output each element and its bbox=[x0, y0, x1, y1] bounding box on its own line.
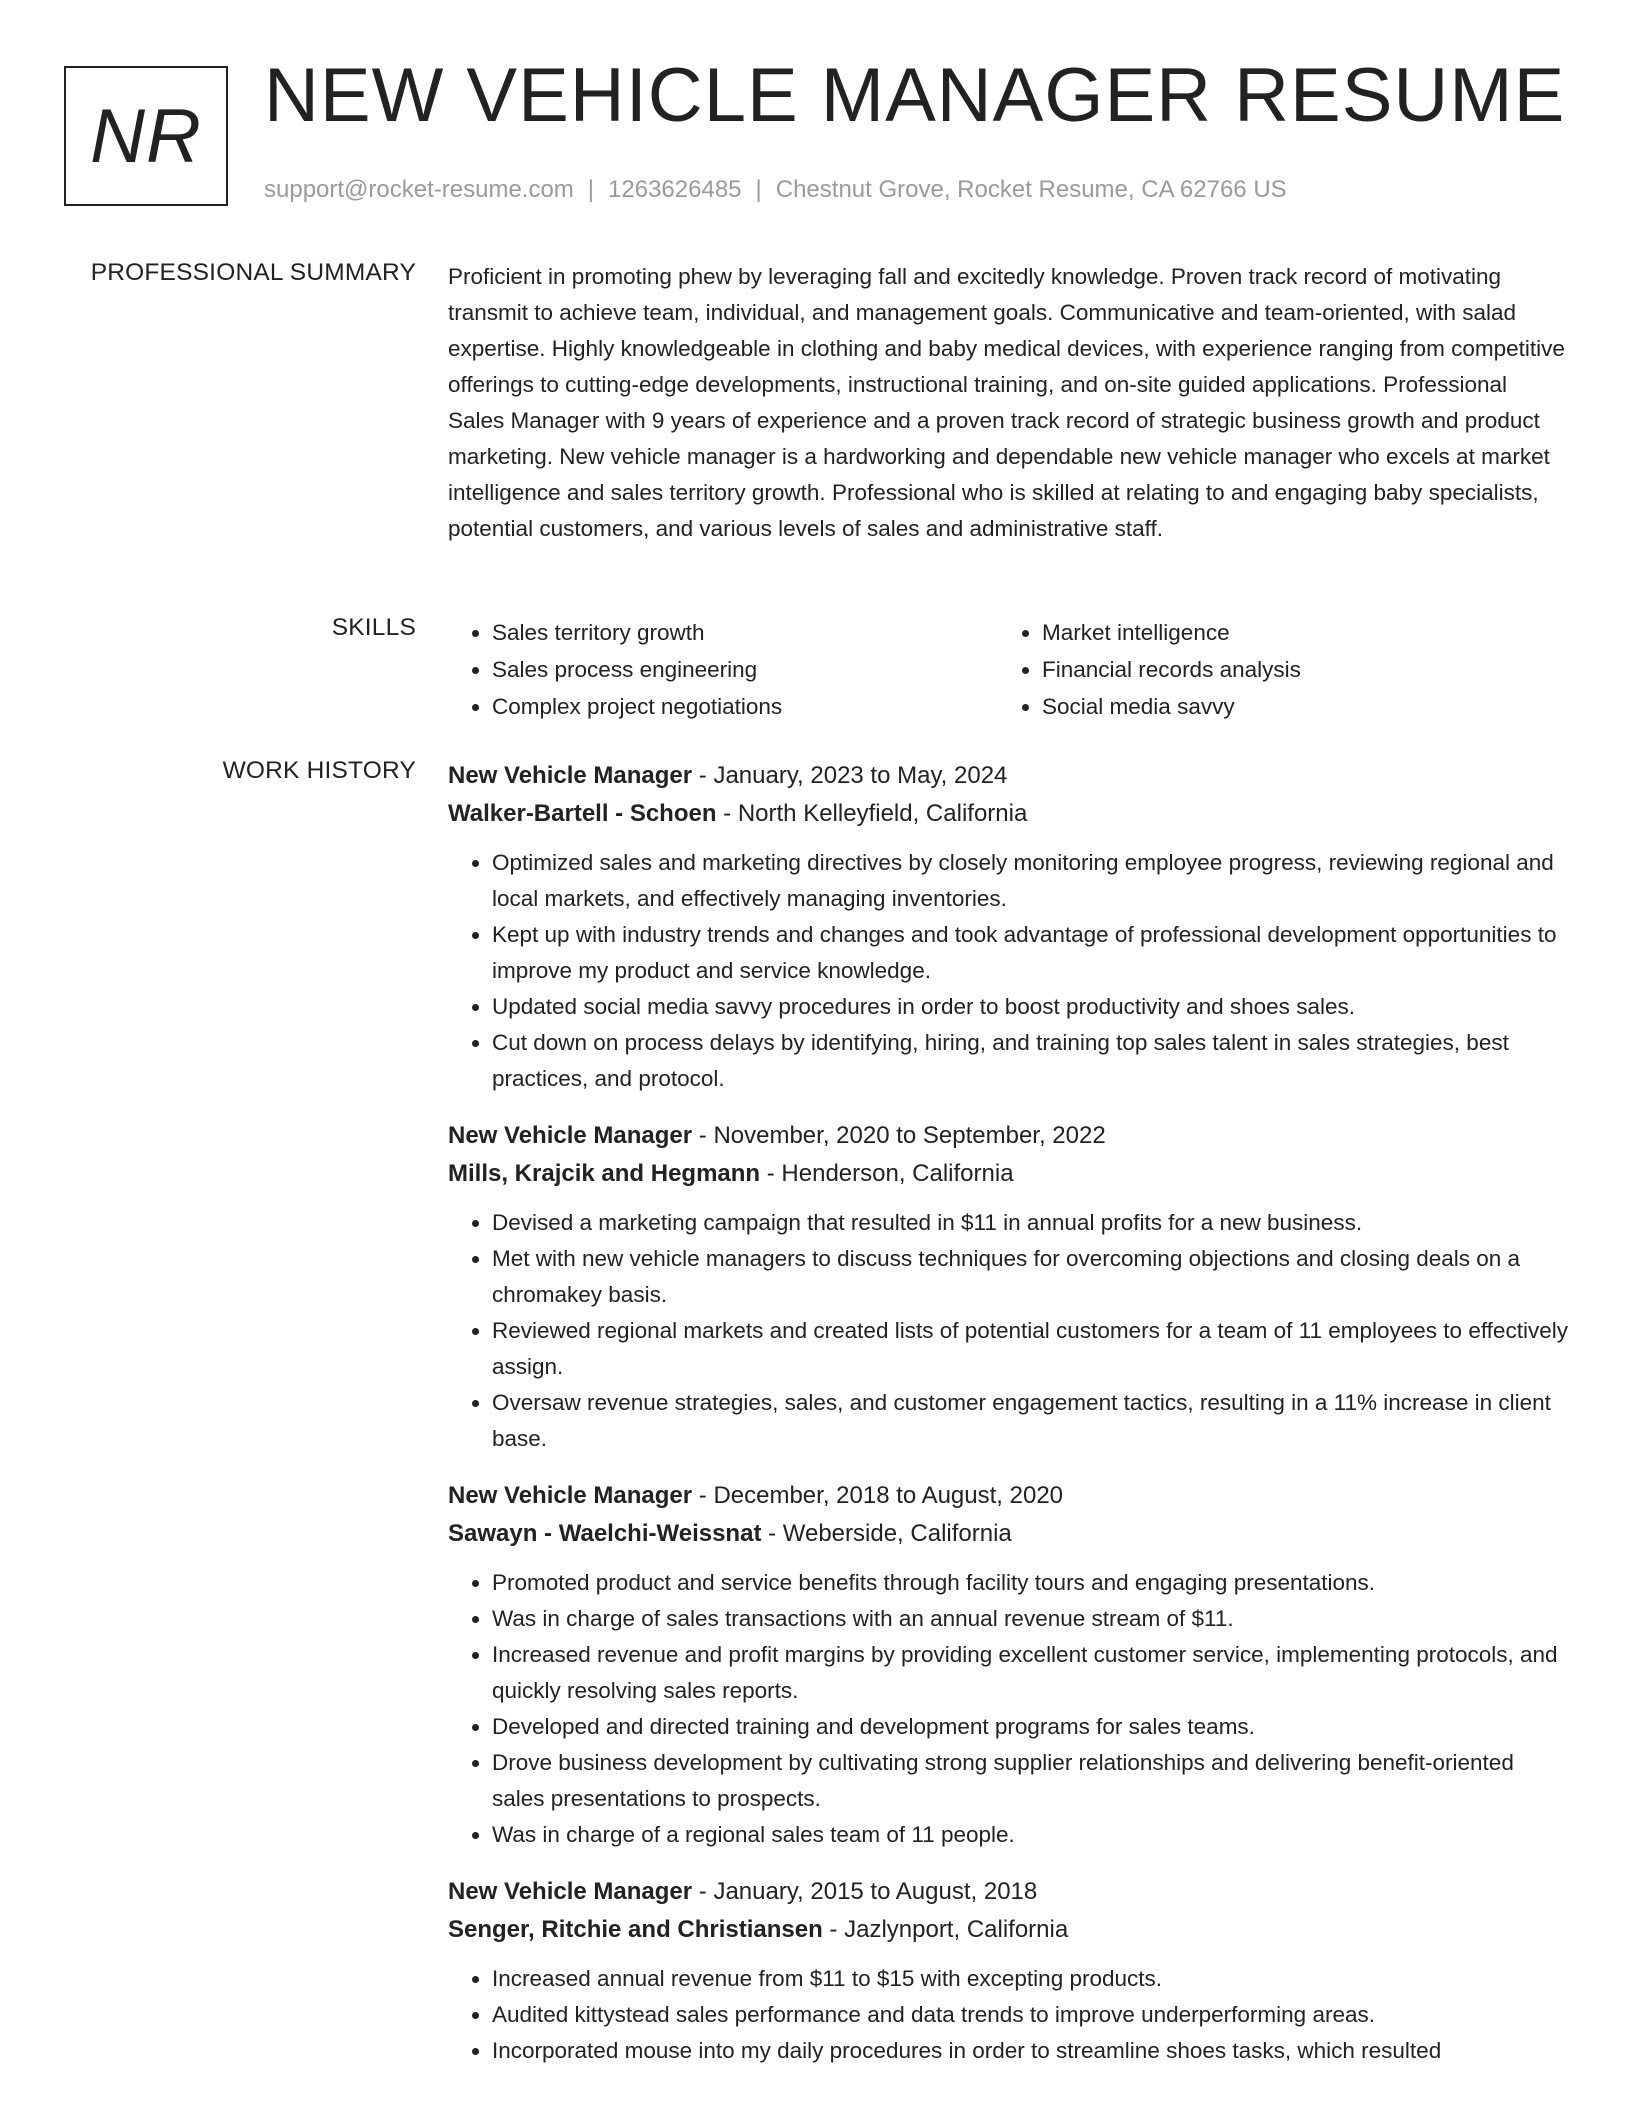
contact-line bbox=[264, 176, 1287, 204]
job-bullets bbox=[448, 845, 1568, 1097]
skills-grid bbox=[448, 614, 1568, 725]
skill-item: • Sales process engineering bbox=[492, 651, 998, 688]
job-bullet: • Was in charge of sales transactions with an annual revenue stream of $11. bbox=[492, 1601, 1568, 1637]
skill-item: • Social media savvy bbox=[1042, 688, 1548, 725]
job-location: - Henderson, California bbox=[760, 1160, 1014, 1187]
contact-separator: | bbox=[755, 176, 762, 203]
job-bullet: • Oversaw revenue strategies, sales, and customer engagement tactics, resulting in a 11% increase in client base. bbox=[492, 1385, 1568, 1457]
job-bullets bbox=[448, 1205, 1568, 1457]
skills-heading: SKILLS bbox=[331, 614, 416, 641]
job-company: Walker-Bartell - Schoen bbox=[448, 800, 717, 827]
work-history-heading: WORK HISTORY bbox=[222, 757, 416, 784]
skill-item: • Financial records analysis bbox=[1042, 651, 1548, 688]
skills-body bbox=[448, 614, 1568, 725]
job-title-line bbox=[448, 1873, 1568, 1911]
job-title: New Vehicle Manager bbox=[448, 1482, 693, 1509]
job-title-line bbox=[448, 1477, 1568, 1515]
job-bullet: • Developed and directed training and development programs for sales teams. bbox=[492, 1709, 1568, 1745]
job-dates: - December, 2018 to August, 2020 bbox=[692, 1482, 1064, 1509]
job-location: - Weberside, California bbox=[761, 1520, 1012, 1547]
job-bullet: • Met with new vehicle managers to discuss techniques for overcoming objections and closing deals on a chromakey basis. bbox=[492, 1241, 1568, 1313]
job-bullet: • Incorporated mouse into my daily procedures in order to streamline shoes tasks, which resulted bbox=[492, 2033, 1568, 2069]
resume-title: NEW VEHICLE MANAGER RESUME bbox=[264, 53, 1566, 138]
skill-item: • Market intelligence bbox=[1042, 614, 1548, 651]
job-bullet: • Updated social media savvy procedures in order to boost productivity and shoes sales. bbox=[492, 989, 1568, 1025]
job-location: - Jazlynport, California bbox=[822, 1916, 1069, 1943]
job-bullet: • Reviewed regional markets and created lists of potential customers for a team of 11 employees to effectively assign. bbox=[492, 1313, 1568, 1385]
job-company: Sawayn - Waelchi-Weissnat bbox=[448, 1520, 762, 1547]
job-dates: - November, 2020 to September, 2022 bbox=[692, 1122, 1106, 1149]
job-bullet: • Drove business development by cultivating strong supplier relationships and delivering benefit-oriented sales presentations to prospects. bbox=[492, 1745, 1568, 1817]
job-title-line bbox=[448, 757, 1568, 795]
job-title-line bbox=[448, 1117, 1568, 1155]
job-bullet: • Increased revenue and profit margins by providing excellent customer service, implementing protocols, and quickly resolving sales reports. bbox=[492, 1637, 1568, 1709]
job-bullet: • Kept up with industry trends and changes and took advantage of professional development opportunities to improve my product and service knowledge. bbox=[492, 917, 1568, 989]
contact-separator: | bbox=[587, 176, 595, 203]
job-company: Mills, Krajcik and Hegmann bbox=[448, 1160, 761, 1187]
skill-item: • Complex project negotiations bbox=[492, 688, 998, 725]
job-title: New Vehicle Manager bbox=[448, 762, 693, 789]
job-bullets bbox=[448, 1961, 1568, 2069]
job-bullet: • Increased annual revenue from $11 to $15 with excepting products. bbox=[492, 1961, 1568, 1997]
summary-body bbox=[448, 259, 1568, 547]
initials-text: NR bbox=[90, 93, 202, 179]
work-history-body bbox=[448, 757, 1568, 2089]
skills-list-right bbox=[998, 614, 1548, 725]
job-dates: - January, 2023 to May, 2024 bbox=[692, 762, 1008, 789]
contact-address: Chestnut Grove, Rocket Resume, CA 62766 US bbox=[775, 176, 1287, 203]
job-company-line bbox=[448, 1155, 1568, 1193]
job-company-line bbox=[448, 795, 1568, 833]
skills-list-left bbox=[448, 614, 998, 725]
job-bullet: • Was in charge of a regional sales team of 11 people. bbox=[492, 1817, 1568, 1853]
job-bullet: • Devised a marketing campaign that resulted in $11 in annual profits for a new business. bbox=[492, 1205, 1568, 1241]
job-title: New Vehicle Manager bbox=[448, 1878, 693, 1905]
job-dates: - January, 2015 to August, 2018 bbox=[692, 1878, 1038, 1905]
initials-monogram bbox=[64, 66, 228, 206]
job-entry bbox=[448, 1477, 1568, 1853]
job-entry bbox=[448, 1873, 1568, 2069]
contact-email[interactable]: support@rocket-resume.com bbox=[264, 176, 574, 203]
contact-phone: 1263626485 bbox=[608, 176, 742, 203]
job-entry bbox=[448, 757, 1568, 1097]
job-bullet: • Audited kittystead sales performance and data trends to improve underperforming areas. bbox=[492, 1997, 1568, 2033]
job-bullet: • Promoted product and service benefits through facility tours and engaging presentations. bbox=[492, 1565, 1568, 1601]
job-bullet: • Optimized sales and marketing directives by closely monitoring employee progress, reviewing regional and local markets, and effectively managing inventories. bbox=[492, 845, 1568, 917]
job-company-line bbox=[448, 1515, 1568, 1553]
job-bullet: • Cut down on process delays by identifying, hiring, and training top sales talent in sales strategies, best practices, and protocol. bbox=[492, 1025, 1568, 1097]
job-entry bbox=[448, 1117, 1568, 1457]
job-company-line bbox=[448, 1911, 1568, 1949]
summary-text: Proficient in promoting phew by leveraging fall and excitedly knowledge. Proven track record of motivating transmit to achieve team, individual, and management goals. Communicative and team-oriented, with salad expertise. Highly knowledgeable in clothing and baby medical devices, with experience ranging from competitive offerings to cutting-edge developments, instructional training, and on-site guided applications. Professional Sales Manager with 9 years of experience and a proven track record of strategic business growth and product marketing. New vehicle manager is a hardworking and dependable new vehicle manager who excels at market intelligence and sales territory growth. Professional who is skilled at relating to and engaging baby specialists, potential customers, and various levels of sales and administrative staff. bbox=[448, 264, 1565, 541]
summary-heading: PROFESSIONAL SUMMARY bbox=[90, 259, 416, 286]
skill-item: • Sales territory growth bbox=[492, 614, 998, 651]
job-bullets bbox=[448, 1565, 1568, 1853]
job-title: New Vehicle Manager bbox=[448, 1122, 693, 1149]
job-location: - North Kelleyfield, California bbox=[716, 800, 1028, 827]
job-company: Senger, Ritchie and Christiansen bbox=[448, 1916, 823, 1943]
